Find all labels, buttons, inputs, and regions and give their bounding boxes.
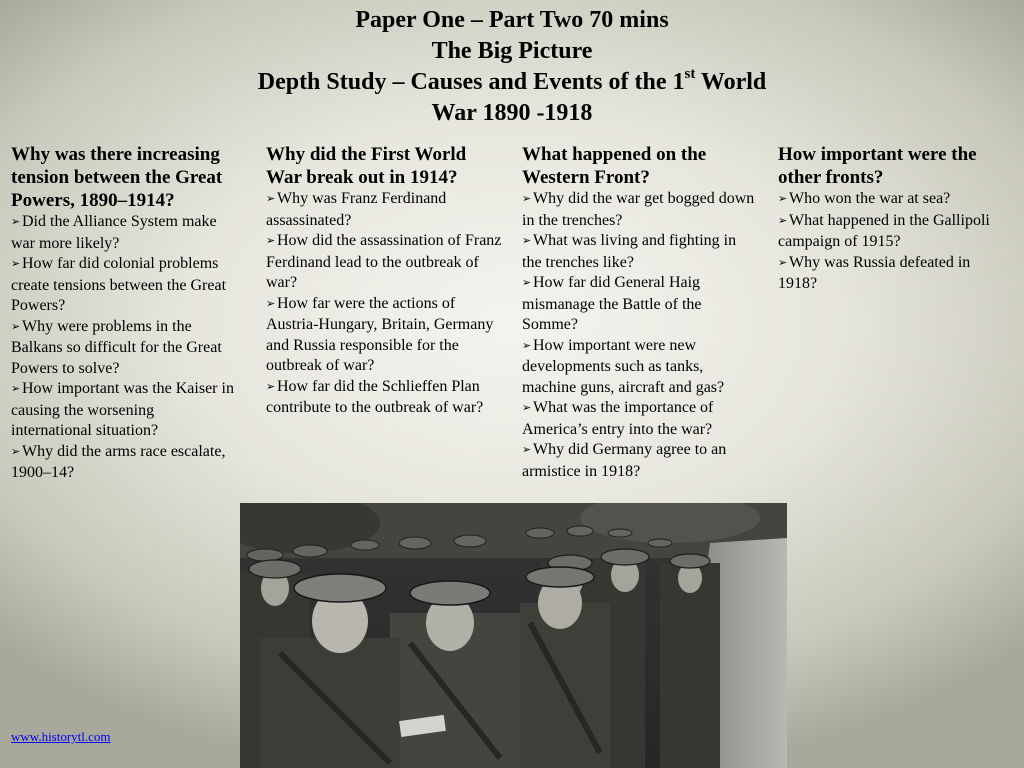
question-text: Why were problems in the Balkans so difficult for the Great Powers to solve? xyxy=(11,317,222,377)
question-item xyxy=(11,442,237,484)
column-other-fronts xyxy=(778,143,1008,295)
bullet-arrow-icon: ➢ xyxy=(522,401,532,414)
photo-illustration xyxy=(240,503,787,768)
title-line-2: The Big Picture xyxy=(431,38,593,64)
question-item xyxy=(266,231,506,294)
question-text: How far did General Haig mismanage the Battle of the Somme? xyxy=(522,274,702,333)
question-text: Who won the war at sea? xyxy=(789,190,951,207)
column-heading: Why was there increasing tension between the Great Powers, 1890–1914? xyxy=(11,144,223,211)
bullet-arrow-icon: ➢ xyxy=(778,192,788,205)
soldiers-marching-photo xyxy=(240,503,787,768)
question-text: Why did the war get bogged down in the trenches? xyxy=(522,190,755,229)
question-item xyxy=(522,189,758,231)
question-item xyxy=(266,189,506,231)
question-text: Did the Alliance System make war more likely? xyxy=(11,213,217,252)
bullet-arrow-icon: ➢ xyxy=(11,382,21,395)
title-superscript: st xyxy=(684,66,696,82)
question-text: How did the assassination of Franz Ferdinand lead to the outbreak of war? xyxy=(266,232,502,291)
question-item xyxy=(778,211,1008,253)
bullet-arrow-icon: ➢ xyxy=(522,338,532,352)
question-item xyxy=(778,189,1008,211)
question-item xyxy=(522,336,758,399)
slide-title xyxy=(0,5,1024,129)
question-list xyxy=(266,189,506,419)
question-item xyxy=(522,273,758,336)
bullet-arrow-icon: ➢ xyxy=(11,215,21,228)
bullet-arrow-icon: ➢ xyxy=(266,379,276,393)
column-heading: How important were the other fronts? xyxy=(778,144,977,188)
bullet-arrow-icon: ➢ xyxy=(522,276,532,289)
question-item xyxy=(778,253,1008,295)
question-item xyxy=(11,379,237,442)
question-text: What happened in the Gallipoli campaign of 1915? xyxy=(778,211,990,250)
question-text: How far did colonial problems create tensions between the Great Powers? xyxy=(11,255,227,314)
bullet-arrow-icon: ➢ xyxy=(266,234,276,247)
question-list xyxy=(11,212,237,484)
column-heading: What happened on the Western Front? xyxy=(522,144,707,188)
question-text: Why was Franz Ferdinand assassinated? xyxy=(266,190,447,229)
bullet-arrow-icon: ➢ xyxy=(522,192,532,205)
bullet-arrow-icon: ➢ xyxy=(778,213,788,227)
website-link[interactable]: www.historytl.com xyxy=(11,729,111,744)
bullet-arrow-icon: ➢ xyxy=(11,444,21,458)
question-item xyxy=(266,377,506,419)
question-item xyxy=(522,440,758,482)
question-text: What was the importance of America’s entry into the war? xyxy=(522,399,714,438)
question-text: Why did the arms race escalate, 1900–14? xyxy=(11,442,226,481)
bullet-arrow-icon: ➢ xyxy=(11,257,21,270)
question-item xyxy=(11,317,237,380)
question-item xyxy=(522,398,758,440)
bullet-arrow-icon: ➢ xyxy=(522,234,532,247)
bullet-arrow-icon: ➢ xyxy=(266,192,276,205)
title-line-1: Paper One – Part Two 70 mins xyxy=(355,7,669,33)
question-item xyxy=(11,254,237,317)
question-text: Why did Germany agree to an armistice in 1918? xyxy=(522,441,727,480)
title-line-4: War 1890 -1918 xyxy=(431,100,593,126)
question-item xyxy=(11,212,237,254)
title-line-3 xyxy=(0,67,1024,98)
question-item xyxy=(266,294,506,377)
column-western-front xyxy=(522,143,758,482)
question-text: How far did the Schlieffen Plan contribute to the outbreak of war? xyxy=(266,377,484,416)
column-tensions xyxy=(11,143,237,484)
question-list xyxy=(522,189,758,482)
title-line-3-text: Depth Study – Causes and Events of the 1 xyxy=(257,69,685,95)
question-list xyxy=(778,189,1008,295)
column-outbreak xyxy=(266,143,506,419)
question-text: How important were new developments such as tanks, machine guns, aircraft and gas? xyxy=(522,336,725,396)
question-text: How far were the actions of Austria-Hungary, Britain, Germany and Russia responsible for the outbreak of war? xyxy=(266,294,494,374)
bullet-arrow-icon: ➢ xyxy=(11,319,21,333)
question-text: Why was Russia defeated in 1918? xyxy=(778,253,971,292)
bullet-arrow-icon: ➢ xyxy=(778,255,788,269)
bullet-arrow-icon: ➢ xyxy=(266,296,276,310)
question-item xyxy=(522,231,758,273)
title-line-3-end: World xyxy=(695,69,767,95)
question-text: How important was the Kaiser in causing the worsening international situation? xyxy=(11,380,234,439)
question-text: What was living and fighting in the trenches like? xyxy=(522,232,737,271)
column-heading: Why did the First World War break out in 1914? xyxy=(266,144,467,188)
bullet-arrow-icon: ➢ xyxy=(522,443,532,456)
